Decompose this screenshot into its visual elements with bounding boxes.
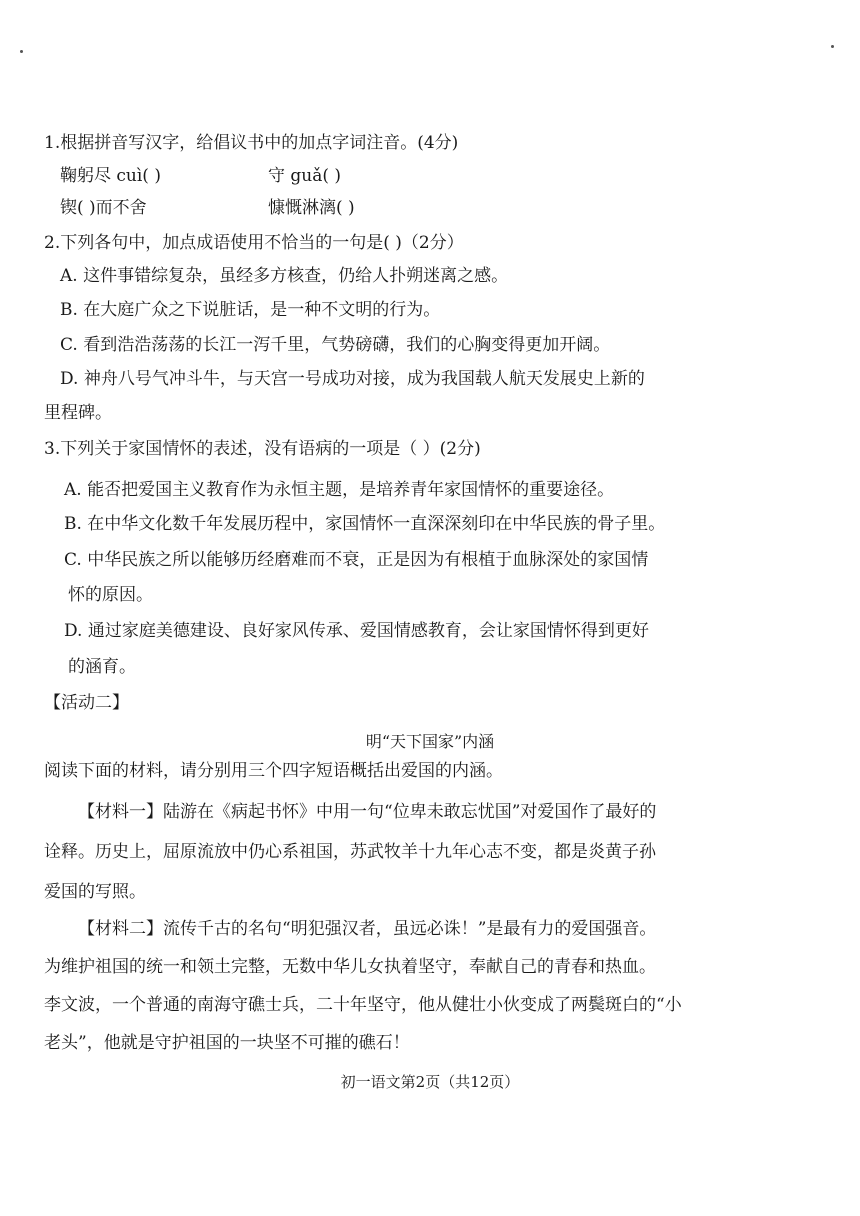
- question-2-option-d: D. 神舟八号气冲斗牛，与天宫一号成功对接，成为我国载人航天发展史上新的: [60, 369, 645, 389]
- page-footer: 初一语文第2页（共12页）: [340, 1073, 520, 1091]
- question-1-item: 守 guǎ( ): [268, 166, 342, 186]
- material-2-line: 老头”，他就是守护祖国的一块坚不可摧的礁石！: [44, 1033, 410, 1053]
- question-2-stem: 2.下列各句中，加点成语使用不恰当的一句是( )（2分）: [44, 233, 464, 253]
- question-3-option-c-cont: 怀的原因。: [68, 585, 153, 605]
- question-2-option-b: B. 在大庭广众之下说脏话，是一种不文明的行为。: [60, 300, 441, 320]
- question-3-stem: 3.下列关于家国情怀的表述，没有语病的一项是（ ）(2分): [44, 439, 481, 459]
- question-1-stem: 1.根据拼音写汉字，给倡议书中的加点字词注音。(4分): [44, 133, 459, 153]
- material-2-line: 【材料二】流传千古的名句“明犯强汉者，虽远必诛！”是最有力的爱国强音。: [78, 919, 657, 939]
- question-1-item: 慷慨淋漓( ): [268, 198, 355, 218]
- question-2-option-c: C. 看到浩浩荡荡的长江一泻千里，气势磅礴，我们的心胸变得更加开阔。: [60, 335, 611, 355]
- material-1-line: 爱国的写照。: [44, 882, 146, 902]
- question-2-option-d-cont: 里程碑。: [44, 403, 112, 423]
- question-3-option-d: D. 通过家庭美德建设、良好家风传承、爱国情感教育，会让家国情怀得到更好: [64, 621, 649, 641]
- activity-heading: 【活动二】: [44, 693, 129, 713]
- activity-instruction: 阅读下面的材料，请分别用三个四字短语概括出爱国的内涵。: [44, 761, 503, 781]
- material-2-line: 李文波，一个普通的南海守礁士兵，二十年坚守，他从健壮小伙变成了两鬓斑白的“小: [44, 995, 682, 1015]
- material-1-line: 诠释。历史上，屈原流放中仍心系祖国，苏武牧羊十九年心志不变，都是炎黄子孙: [44, 842, 656, 862]
- scan-speck: [20, 50, 23, 53]
- question-3-option-d-cont: 的涵育。: [68, 657, 136, 677]
- scan-speck: [831, 45, 834, 48]
- question-1-item: 鞠躬尽 cuì( ): [60, 166, 161, 186]
- question-3-option-b: B. 在中华文化数千年发展历程中，家国情怀一直深深刻印在中华民族的骨子里。: [64, 514, 666, 534]
- question-2-option-a: A. 这件事错综复杂，虽经多方核查，仍给人扑朔迷离之感。: [60, 266, 509, 286]
- question-1-item: 锲( )而不舍: [60, 198, 147, 218]
- question-3-option-c: C. 中华民族之所以能够历经磨难而不衰，正是因为有根植于血脉深处的家国情: [64, 550, 649, 570]
- material-1-line: 【材料一】陆游在《病起书怀》中用一句“位卑未敢忘忧国”对爱国作了最好的: [78, 802, 657, 822]
- activity-title: 明“天下国家”内涵: [365, 732, 495, 751]
- material-2-line: 为维护祖国的统一和领土完整，无数中华儿女执着坚守，奉献自己的青春和热血。: [44, 957, 656, 977]
- question-3-option-a: A. 能否把爱国主义教育作为永恒主题，是培养青年家国情怀的重要途径。: [64, 480, 615, 500]
